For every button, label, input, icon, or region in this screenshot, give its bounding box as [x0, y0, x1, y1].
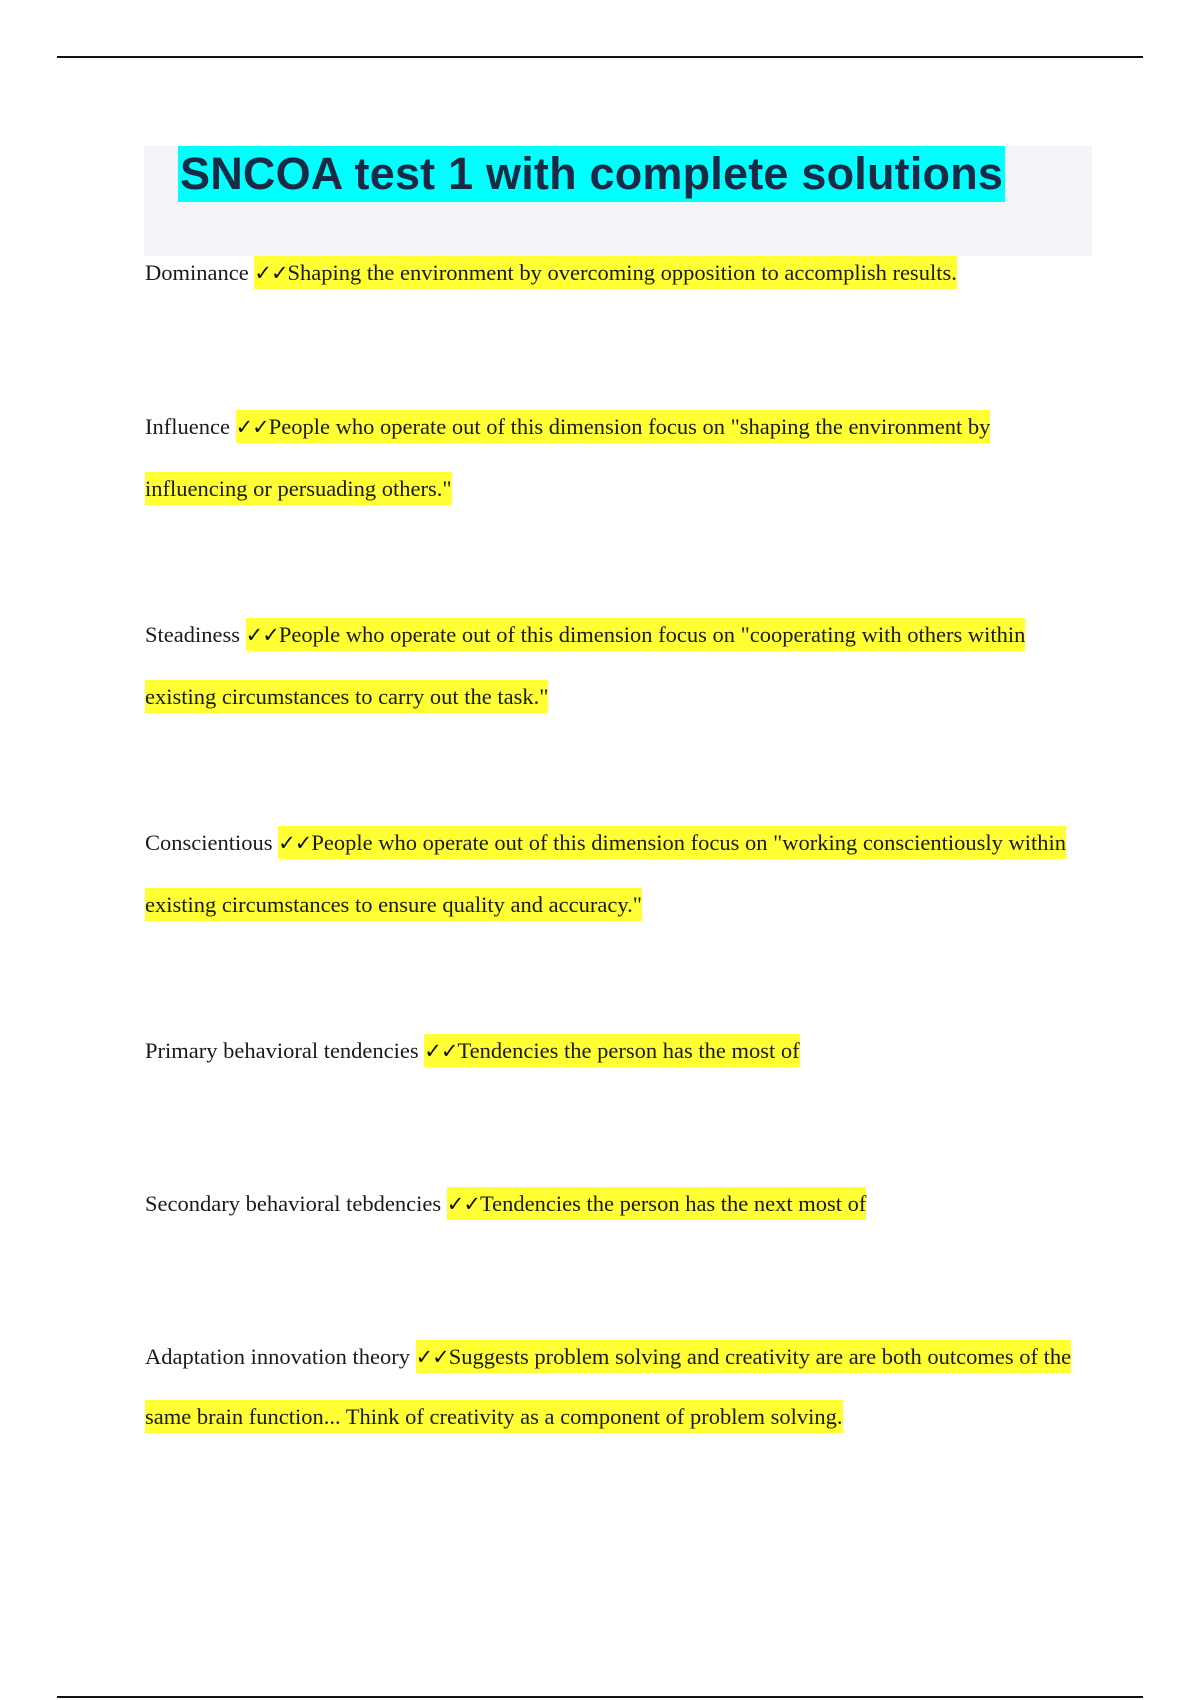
term: Secondary behavioral tebdencies [145, 1191, 442, 1216]
double-check-icon: ✓✓ [446, 1192, 480, 1216]
qa-entry-conscientious [145, 812, 1085, 935]
qa-entry-dominance [145, 242, 1085, 304]
term: Conscientious [145, 830, 273, 855]
answer-text: People who operate out of this dimension focus on "shaping the environment by influencing or persuading others." [145, 414, 991, 501]
answer [145, 826, 1066, 921]
double-check-icon: ✓✓ [424, 1039, 458, 1063]
double-check-icon: ✓✓ [254, 261, 288, 285]
qa-entry-secondary-tendencies [145, 1173, 1085, 1235]
double-check-icon: ✓✓ [245, 623, 279, 647]
term: Influence [145, 414, 230, 439]
answer [254, 256, 956, 289]
document-title: SNCOA test 1 with complete solutions [178, 146, 1005, 202]
qa-entry-influence [145, 396, 1085, 519]
answer [145, 618, 1025, 713]
answer [145, 410, 990, 505]
term: Steadiness [145, 622, 240, 647]
answer-text: Shaping the environment by overcoming opposition to accomplish results. [287, 260, 957, 285]
qa-entry-steadiness [145, 604, 1085, 727]
top-rule [57, 56, 1143, 58]
term: Primary behavioral tendencies [145, 1038, 419, 1063]
answer-text: Tendencies the person has the next most of [479, 1191, 867, 1216]
answer-text: Tendencies the person has the most of [457, 1038, 800, 1063]
term: Adaptation innovation theory [145, 1344, 410, 1369]
answer [424, 1034, 799, 1067]
answer [447, 1187, 867, 1220]
double-check-icon: ✓✓ [415, 1345, 449, 1369]
answer-text: People who operate out of this dimension focus on "cooperating with others within existing circumstances to carry out the task." [145, 622, 1026, 709]
double-check-icon: ✓✓ [235, 415, 269, 439]
term: Dominance [145, 260, 249, 285]
answer-text: Suggests problem solving and creativity are are both outcomes of the same brain function... Think of creativity as a component of problem solving. [145, 1344, 1072, 1429]
answer-text: People who operate out of this dimension focus on "working conscientiously within existing circumstances to ensure quality and accuracy." [145, 830, 1067, 917]
bottom-rule [57, 1696, 1143, 1698]
double-check-icon: ✓✓ [278, 831, 312, 855]
qa-entry-adaptation-innovation [145, 1327, 1085, 1446]
qa-entry-primary-tendencies [145, 1020, 1085, 1082]
